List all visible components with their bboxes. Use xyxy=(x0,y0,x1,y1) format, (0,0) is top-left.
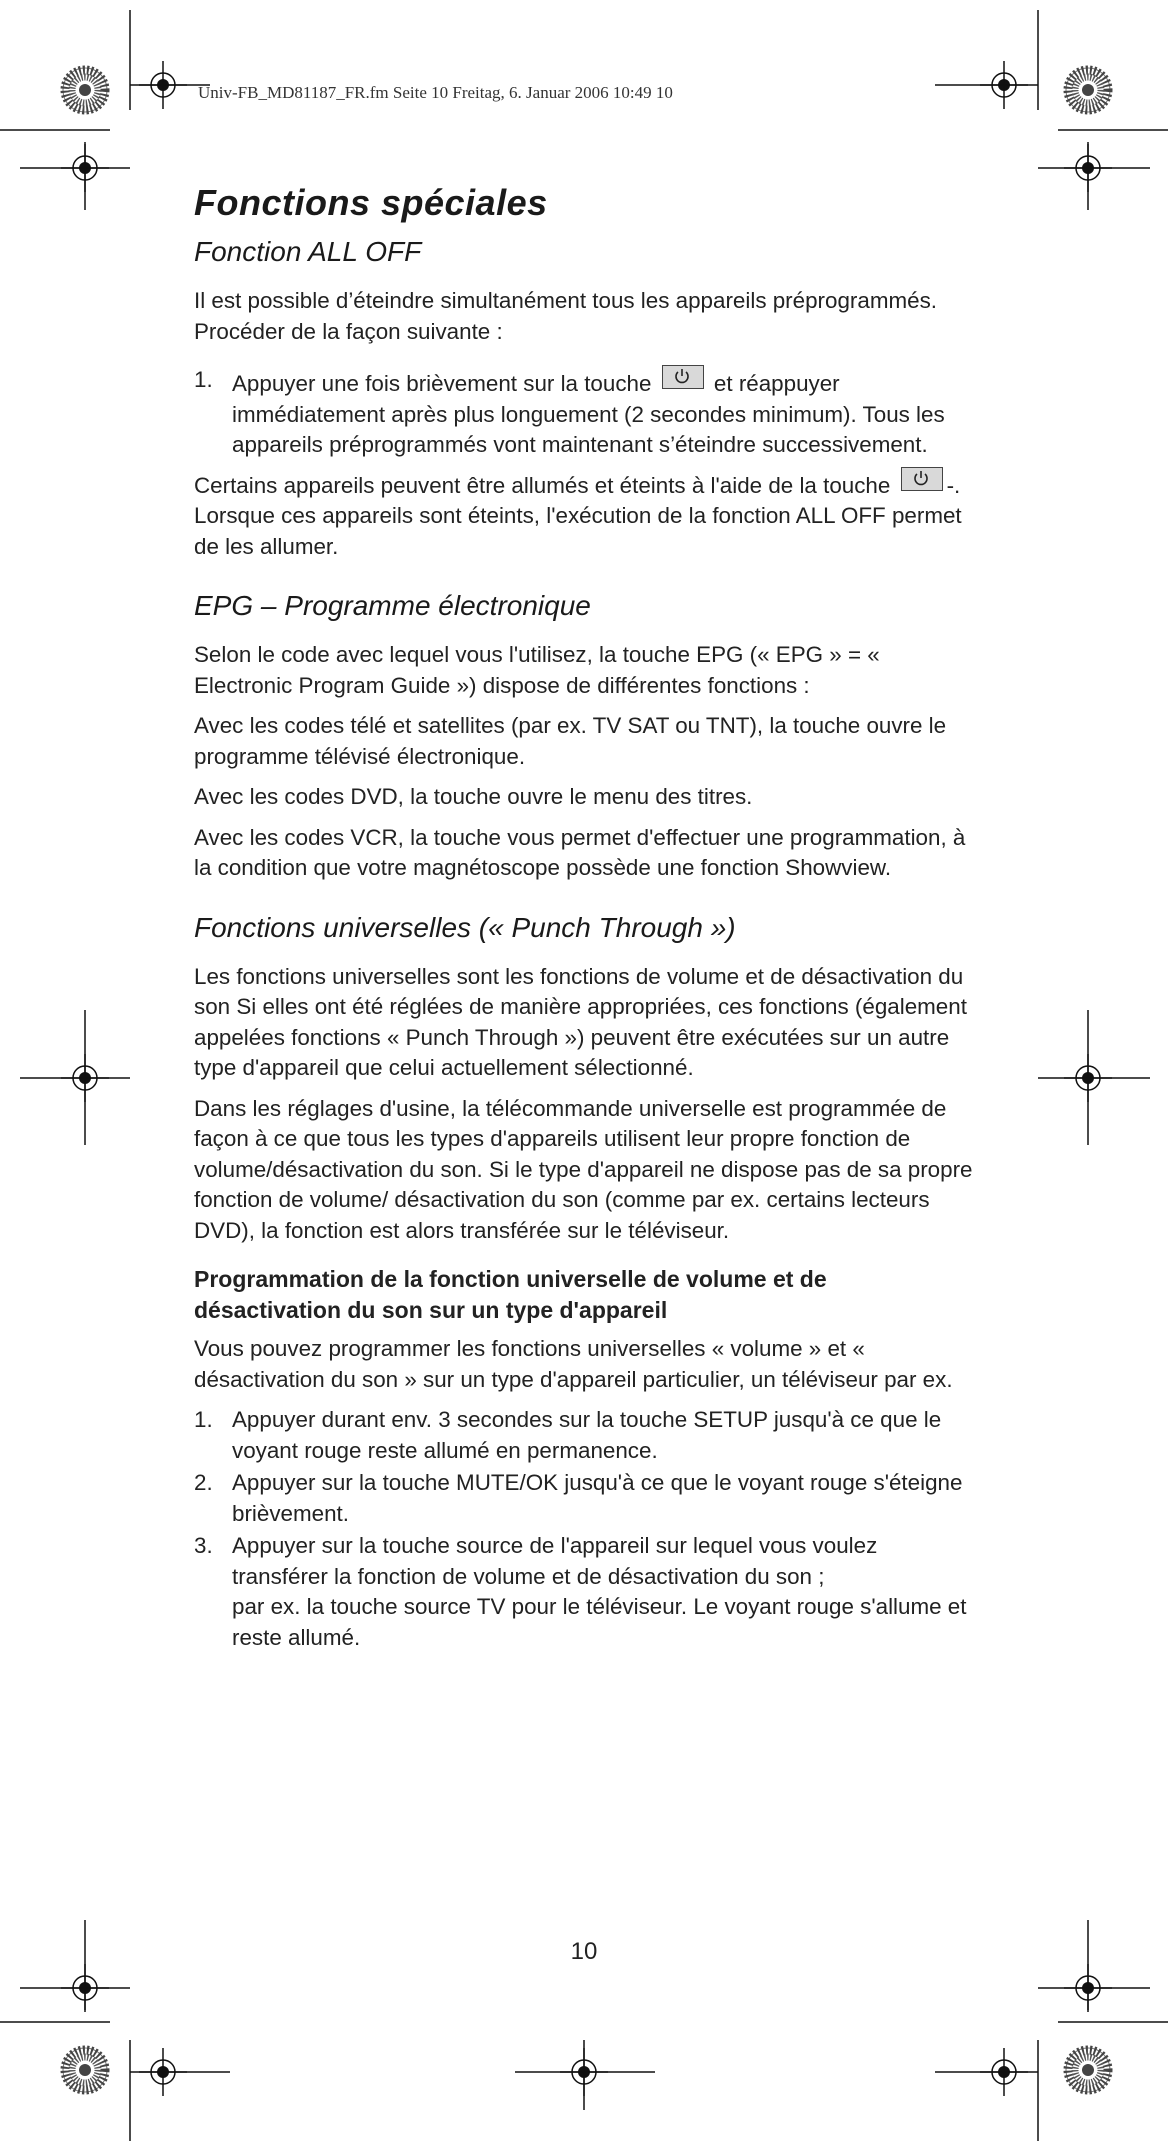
page-title: Fonctions spéciales xyxy=(194,182,548,223)
list-item xyxy=(194,1405,974,1466)
subsection-heading: Programmation de la fonction universelle de volume et de désactivation du son sur un type d'appareil xyxy=(194,1266,827,1323)
note-text: Certains appareils peuvent être allumés et éteints à l'aide de la touche xyxy=(194,472,891,498)
list-item xyxy=(194,365,974,461)
page-number: 10 xyxy=(570,1938,598,1965)
section-heading: Fonction ALL OFF xyxy=(194,236,422,267)
step-number: 3. xyxy=(194,1533,213,1558)
paragraph: Vous pouvez programmer les fonctions universelles « volume » et « désactivation du son » sur un type d'appareil particulier, un téléviseur par ex. xyxy=(194,1336,953,1392)
paragraph: Il est possible d’éteindre simultanément tous les appareils préprogrammés. Procéder de la façon suivante : xyxy=(194,288,937,344)
step-text: Appuyer sur la touche source de l'appareil sur lequel vous voulez transférer la fonction de volume et de désactivation du son ; xyxy=(232,1533,878,1589)
note-text: -. Lorsque ces appareils sont éteints, l'exécution de la fonction ALL OFF permet de les allumer. xyxy=(194,472,962,559)
paragraph xyxy=(194,467,974,563)
step-text-continued: par ex. la touche source TV pour le téléviseur. Le voyant rouge s'allume et reste allumé. xyxy=(232,1594,967,1650)
file-header: Univ-FB_MD81187_FR.fm Seite 10 Freitag, 6. Januar 2006 10:49 10 xyxy=(198,83,673,102)
power-key-icon xyxy=(662,365,704,389)
step-number: 1. xyxy=(194,367,213,392)
section-all-off xyxy=(194,236,974,562)
step-number: 1. xyxy=(194,1407,213,1432)
power-key-icon xyxy=(901,467,943,491)
step-text: Appuyer durant env. 3 secondes sur la touche SETUP jusqu'à ce que le voyant rouge reste allumé en permanence. xyxy=(232,1407,942,1463)
section-heading: EPG – Programme électronique xyxy=(194,590,591,621)
step-number: 2. xyxy=(194,1470,213,1495)
section-universal xyxy=(194,912,974,1654)
step-list xyxy=(194,365,974,461)
step-list xyxy=(194,1405,974,1653)
paragraph: Dans les réglages d'usine, la télécommande universelle est programmée de façon à ce que tous les types d'appareils utilisent leur propre fonction de volume/désactivation du son. Si le type d'appareil ne dispose pas de sa propre fonction de volume/ désactivation du son (comme par ex. certains lecteurs DVD), la fonction est alors transférée sur le téléviseur. xyxy=(194,1095,973,1243)
list-item xyxy=(194,1531,974,1653)
paragraph: Selon le code avec lequel vous l'utilisez, la touche EPG (« EPG » = « Electronic Program Guide ») dispose de différentes fonctions : xyxy=(194,642,880,698)
list-item xyxy=(194,1468,974,1529)
section-epg xyxy=(194,590,974,884)
step-text: et réappuyer immédiatement après plus longuement (2 secondes minimum). Tous les appareils préprogrammés vont maintenant s’éteindre successivement. xyxy=(232,371,945,457)
step-text: Appuyer une fois brièvement sur la touche xyxy=(232,371,652,396)
paragraph: Les fonctions universelles sont les fonctions de volume et de désactivation du son Si elles ont été réglées de manière appropriées, ces fonctions (également appelées fonctions « Punch Through ») peuvent être exécutées sur un autre type d'appareil que celui actuellement sélectionné. xyxy=(194,963,967,1080)
paragraph: Avec les codes VCR, la touche vous permet d'effectuer une programmation, à la condition que votre magnétoscope possède une fonction Showview. xyxy=(194,824,966,880)
section-heading: Fonctions universelles (« Punch Through ») xyxy=(194,911,736,943)
page-content xyxy=(194,182,974,1659)
step-text: Appuyer sur la touche MUTE/OK jusqu'à ce que le voyant rouge s'éteigne brièvement. xyxy=(232,1470,963,1526)
paragraph: Avec les codes DVD, la touche ouvre le menu des titres. xyxy=(194,784,753,809)
paragraph: Avec les codes télé et satellites (par ex. TV SAT ou TNT), la touche ouvre le programme télévisé électronique. xyxy=(194,713,947,769)
